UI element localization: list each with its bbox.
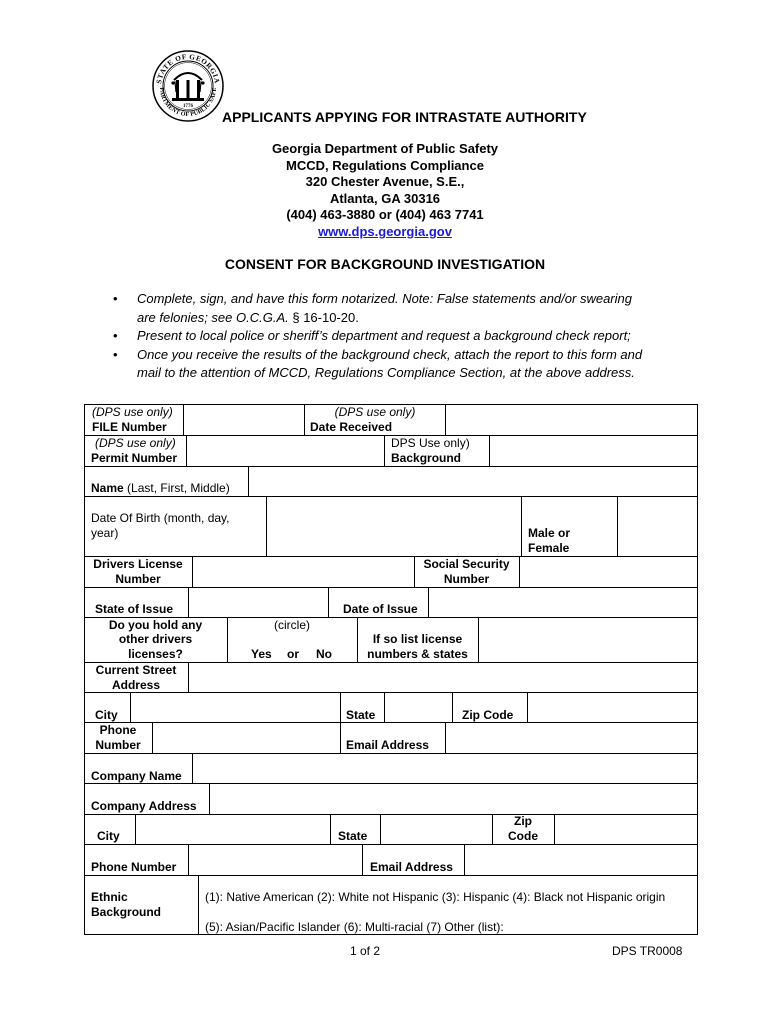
background-field[interactable] xyxy=(490,436,697,466)
phone-field[interactable] xyxy=(153,723,340,753)
yes-option[interactable]: Yes xyxy=(251,647,272,661)
seal-ring-text-bottom: PARTMENT OF PUBLIC SAFE xyxy=(157,87,219,119)
agency-city: Atlanta, GA 30316 xyxy=(329,190,441,206)
company-city-field[interactable] xyxy=(136,815,330,844)
date-received-label: Date Received xyxy=(310,420,393,434)
male-or-label: Male or xyxy=(528,526,571,540)
ethnic-options-line2: (5): Asian/Pacific Islander (6): Multi-racial (7) Other (list): xyxy=(205,920,504,934)
current-street-label-line2: Address xyxy=(111,678,161,692)
dps-use-only-label: (DPS use only) xyxy=(95,436,176,450)
seal-year: 1776 xyxy=(183,104,193,109)
agency-name: Georgia Department of Public Safety xyxy=(271,141,499,156)
date-of-issue-label: Date of Issue xyxy=(343,602,418,616)
instruction-item: • Present to local police or sheriff’s department and request a background check report; xyxy=(108,327,688,346)
drivers-license-label-line2: Number xyxy=(115,572,161,586)
other-licenses-label-line1: Do you hold any xyxy=(108,618,203,632)
name-label: Name (Last, First, Middle) xyxy=(91,481,230,495)
page-number: 1 of 2 xyxy=(350,944,381,958)
state-of-issue-field[interactable] xyxy=(189,588,328,617)
email-field[interactable] xyxy=(446,723,697,753)
license-list-field[interactable] xyxy=(479,618,697,662)
company-name-field[interactable] xyxy=(193,754,697,783)
ethnic-label-line1: Ethnic xyxy=(91,890,128,904)
company-name-label: Company Name xyxy=(91,769,182,783)
drivers-license-label-line1: Drivers License xyxy=(93,557,183,571)
dob-field[interactable] xyxy=(267,497,521,556)
permit-number-label: Permit Number xyxy=(91,451,178,465)
file-number-label: FILE Number xyxy=(92,420,167,434)
form-subtitle: CONSENT FOR BACKGROUND INVESTIGATION xyxy=(224,256,546,272)
agency-website-link[interactable]: www.dps.georgia.gov xyxy=(318,223,452,239)
list-license-label-line2: numbers & states xyxy=(367,647,468,661)
date-of-issue-field[interactable] xyxy=(429,588,697,617)
ssn-label-line2: Number xyxy=(443,572,490,586)
current-street-label-line1: Current Street xyxy=(95,663,177,677)
zip-code-field[interactable] xyxy=(528,693,697,722)
company-state-field[interactable] xyxy=(381,815,492,844)
date-received-field[interactable] xyxy=(446,405,697,435)
dps-use-only-label: (DPS use only) xyxy=(334,405,416,419)
female-label: Female xyxy=(528,541,570,555)
form-code: DPS TR0008 xyxy=(612,944,683,958)
seal-ring-text-top: STATE OF GEORGIA xyxy=(155,52,221,85)
bullet-icon: • xyxy=(113,346,118,362)
dob-label-line1: Date Of Birth (month, day, xyxy=(91,511,230,525)
other-licenses-label-line3: licenses? xyxy=(128,647,183,661)
permit-number-field[interactable] xyxy=(187,436,384,466)
state-label: State xyxy=(346,708,376,722)
instruction-item: • Complete, sign, and have this form notarized. Note: False statements and/or swearing are felonies; see O.C.G.A. § 16-10-20. xyxy=(113,291,632,325)
phone-label-line1: Phone xyxy=(99,723,137,737)
company-address-label: Company Address xyxy=(91,799,197,813)
instruction-item: • Once you receive the results of the background check, attach the report to this form and mail to the attention of MCCD, Regulations Compliance Section, at the above address. xyxy=(113,346,643,381)
circle-instruction: (circle) xyxy=(274,618,310,632)
company-email-field[interactable] xyxy=(465,845,697,875)
or-separator: or xyxy=(287,647,299,661)
drivers-license-field[interactable] xyxy=(193,557,414,587)
zip-code-label: Zip Code xyxy=(462,708,514,722)
email-address-label: Email Address xyxy=(346,738,429,752)
dps-use-only-label: (DPS use only) xyxy=(92,405,173,419)
list-license-label-line1: If so list license xyxy=(372,632,463,646)
no-option[interactable]: No xyxy=(316,647,332,661)
background-label: Background xyxy=(391,451,462,465)
dob-label-line2: year) xyxy=(91,526,119,540)
company-phone-label: Phone Number xyxy=(91,860,177,874)
city-label: City xyxy=(95,708,118,722)
company-city-label: City xyxy=(97,829,120,843)
bullet-icon: • xyxy=(113,328,118,344)
file-number-field[interactable] xyxy=(184,405,304,435)
ssn-label-line1: Social Security xyxy=(423,557,510,571)
company-state-label: State xyxy=(338,829,368,843)
other-licenses-label-line2: other drivers xyxy=(118,632,193,646)
agency-street: 320 Chester Avenue, S.E., xyxy=(305,174,465,190)
agency-phone: (404) 463-3880 or (404) 463 7741 xyxy=(286,207,484,223)
state-field[interactable] xyxy=(385,693,452,722)
ethnic-options-line1: (1): Native American (2): White not Hispanic (3): Hispanic (4): Black not Hispanic origin xyxy=(205,890,666,904)
ssn-field[interactable] xyxy=(520,557,697,587)
company-zip-label-line1: Zip xyxy=(514,814,532,828)
company-address-field[interactable] xyxy=(210,784,697,814)
bullet-icon: • xyxy=(113,291,118,306)
company-zip-field[interactable] xyxy=(555,815,697,844)
name-field[interactable] xyxy=(249,467,697,496)
company-zip-label-line2: Code xyxy=(508,829,538,843)
state-of-issue-label: State of Issue xyxy=(95,602,174,616)
city-field[interactable] xyxy=(131,693,340,722)
dps-use-only-label: DPS Use only) xyxy=(391,436,470,450)
company-email-label: Email Address xyxy=(370,860,453,874)
ethnic-label-line2: Background xyxy=(91,905,162,919)
current-street-field[interactable] xyxy=(189,663,697,692)
company-phone-field[interactable] xyxy=(189,845,362,875)
agency-division: MCCD, Regulations Compliance xyxy=(286,157,484,173)
phone-label-line2: Number xyxy=(95,738,141,752)
form-title: APPLICANTS APPYING FOR INTRASTATE AUTHORITY xyxy=(222,109,587,125)
sex-field[interactable] xyxy=(618,497,697,556)
